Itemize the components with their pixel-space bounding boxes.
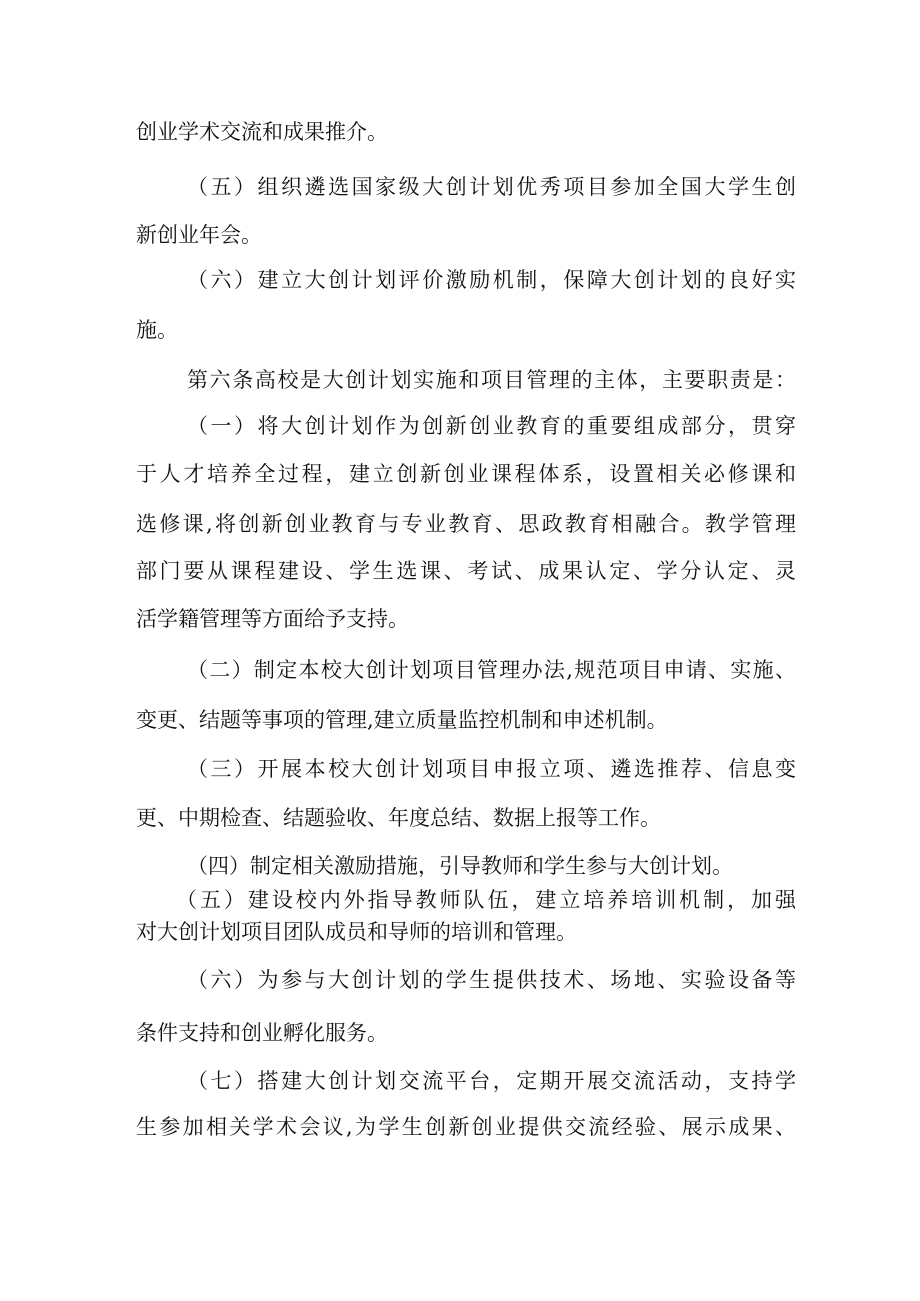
text-line-12: （二）制定本校大创计划项目管理办法,规范项目申请、实施、 [187, 658, 796, 682]
text-line-2: （五）组织遴选国家级大创计划优秀项目参加全国大学生创 [187, 175, 796, 199]
text-line-10: 部门要从课程建设、学生选课、考试、成果认定、学分认定、灵 [136, 559, 796, 583]
text-line-6: 第六条高校是大创计划实施和项目管理的主体，主要职责是： [187, 368, 796, 392]
text-line-5: 施。 [136, 318, 178, 342]
text-line-20: 条件支持和创业孵化服务。 [136, 1021, 388, 1045]
text-line-8: 于人才培养全过程，建立创新创业课程体系，设置相关必修课和 [136, 462, 796, 486]
text-line-19: （六）为参与大创计划的学生提供技术、场地、实验设备等 [187, 968, 796, 992]
text-line-1: 创业学术交流和成果推介。 [136, 120, 388, 144]
text-line-22: 生参加相关学术会议,为学生创新创业提供交流经验、展示成果、 [136, 1115, 796, 1139]
text-line-13: 变更、结题等事项的管理,建立质量监控机制和申述机制。 [136, 708, 668, 732]
text-line-9: 选修课,将创新创业教育与专业教育、思政教育相融合。教学管理 [136, 512, 796, 536]
text-line-14: （三）开展本校大创计划项目申报立项、遴选推荐、信息变 [187, 757, 796, 781]
text-line-15: 更、中期检查、结题验收、年度总结、数据上报等工作。 [136, 806, 661, 830]
text-line-21: （七）搭建大创计划交流平台，定期开展交流活动，支持学 [187, 1069, 796, 1093]
text-line-7: （一）将大创计划作为创新创业教育的重要组成部分，贯穿 [187, 414, 796, 438]
text-line-16: （四）制定相关激励措施，引导教师和学生参与大创计划。 [187, 854, 733, 878]
text-line-4: （六）建立大创计划评价激励机制，保障大创计划的良好实 [187, 268, 796, 292]
text-line-18: 对大创计划项目团队成员和导师的培训和管理。 [136, 920, 577, 944]
text-line-3: 新创业年会。 [136, 223, 262, 247]
text-line-11: 活学籍管理等方面给予支持。 [136, 607, 409, 631]
text-line-17: （五）建设校内外指导教师队伍，建立培养培训机制，加强 [176, 888, 796, 912]
